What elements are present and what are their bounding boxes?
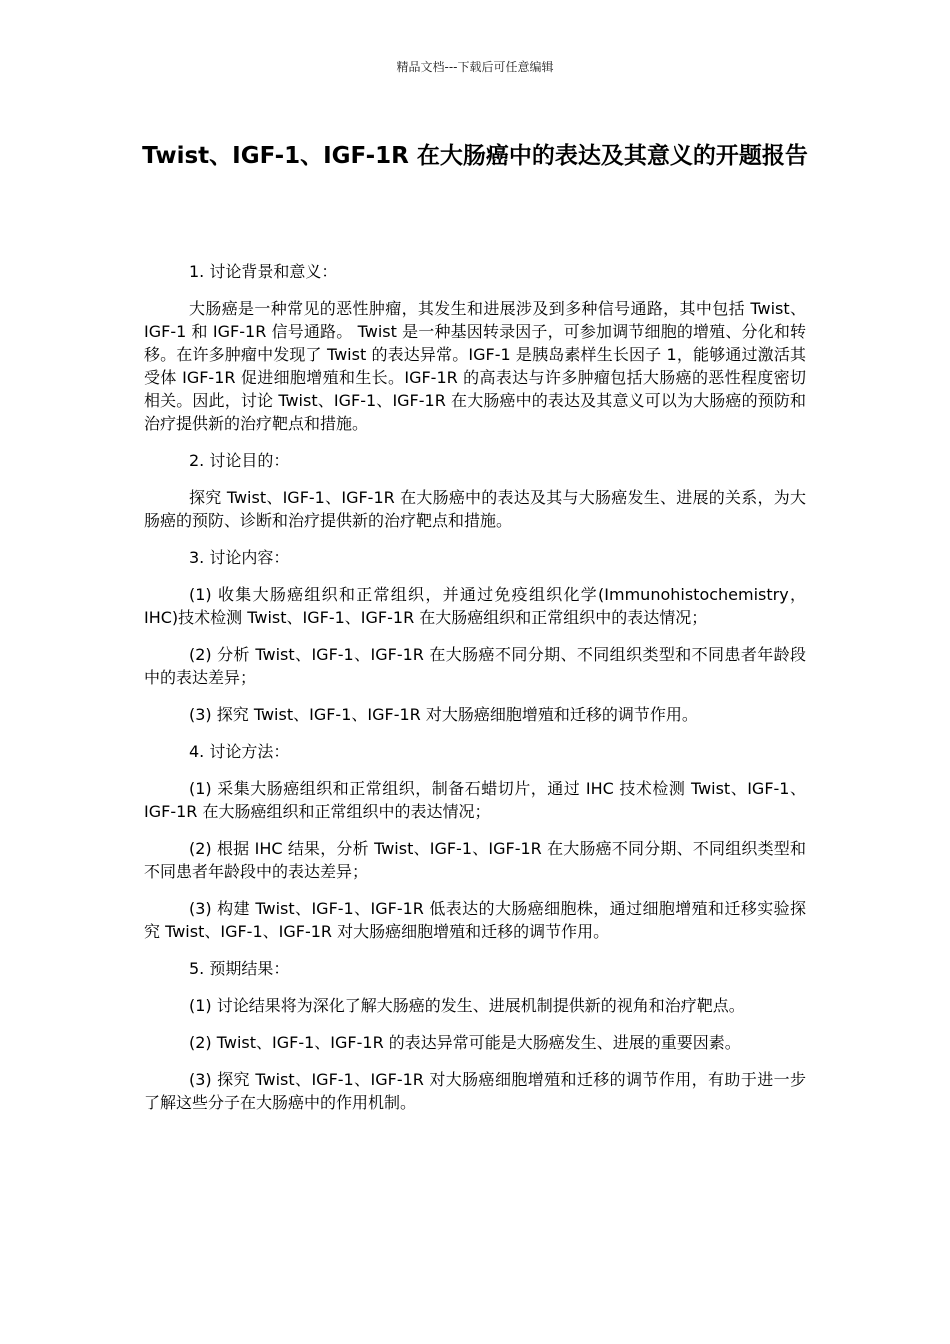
page-header: 精品文档---下载后可任意编辑 — [396, 60, 554, 74]
paragraph-background: 大肠癌是一种常见的恶性肿瘤，其发生和进展涉及到多种信号通路，其中包括 Twist、IGF-1 和 IGF-1R 信号通路。 Twist 是一种基因转录因子，可参加调节细胞的增殖、分化和转移。在许多肿瘤中发现了 Twist 的表达异常。IGF-1 是胰岛素样生长因子 1，能够通过激活其受体 IGF-1R 促进细胞增殖和生长。IGF-1R 的高表达与许多肿瘤包括大肠癌的恶性程度密切相关。因此，讨论 Twist、IGF-1、IGF-1R 在大肠癌中的表达及其意义可以为大肠癌的预防和治疗提供新的治疗靶点和措施。 — [144, 299, 806, 433]
content-item-1: (1) 收集大肠癌组织和正常组织，并通过免疫组织化学(Immunohistochemistry，IHC)技术检测 Twist、IGF-1、IGF-1R 在大肠癌组织和正常组织中的表达情况； — [144, 585, 806, 627]
method-item-3: (3) 构建 Twist、IGF-1、IGF-1R 低表达的大肠癌细胞株，通过细胞增殖和迁移实验探究 Twist、IGF-1、IGF-1R 对大肠癌细胞增殖和迁移的调节作用。 — [144, 899, 806, 941]
section-heading-purpose: 2. 讨论目的： — [189, 451, 290, 470]
content-item-3: (3) 探究 Twist、IGF-1、IGF-1R 对大肠癌细胞增殖和迁移的调节作用。 — [189, 705, 698, 724]
paragraph-purpose: 探究 Twist、IGF-1、IGF-1R 在大肠癌中的表达及其与大肠癌发生、进展的关系，为大肠癌的预防、诊断和治疗提供新的治疗靶点和措施。 — [144, 488, 806, 530]
section-heading-methods: 4. 讨论方法： — [189, 742, 290, 761]
content-item-2: (2) 分析 Twist、IGF-1、IGF-1R 在大肠癌不同分期、不同组织类型和不同患者年龄段中的表达差异； — [144, 645, 806, 687]
section-heading-results: 5. 预期结果： — [189, 959, 290, 978]
result-item-3: (3) 探究 Twist、IGF-1、IGF-1R 对大肠癌细胞增殖和迁移的调节作用，有助于进一步了解这些分子在大肠癌中的作用机制。 — [144, 1070, 806, 1112]
document-body — [144, 260, 806, 1128]
document-title: Twist、IGF-1、IGF-1R 在大肠癌中的表达及其意义的开题报告 — [142, 143, 808, 169]
method-item-1: (1) 采集大肠癌组织和正常组织，制备石蜡切片，通过 IHC 技术检测 Twist、IGF-1、IGF-1R 在大肠癌组织和正常组织中的表达情况； — [144, 779, 806, 821]
result-item-2: (2) Twist、IGF-1、IGF-1R 的表达异常可能是大肠癌发生、进展的重要因素。 — [189, 1033, 741, 1052]
section-heading-content: 3. 讨论内容： — [189, 548, 290, 567]
section-heading-background: 1. 讨论背景和意义： — [189, 262, 338, 281]
result-item-1: (1) 讨论结果将为深化了解大肠癌的发生、进展机制提供新的视角和治疗靶点。 — [189, 996, 745, 1015]
method-item-2: (2) 根据 IHC 结果，分析 Twist、IGF-1、IGF-1R 在大肠癌不同分期、不同组织类型和不同患者年龄段中的表达差异； — [144, 839, 806, 881]
